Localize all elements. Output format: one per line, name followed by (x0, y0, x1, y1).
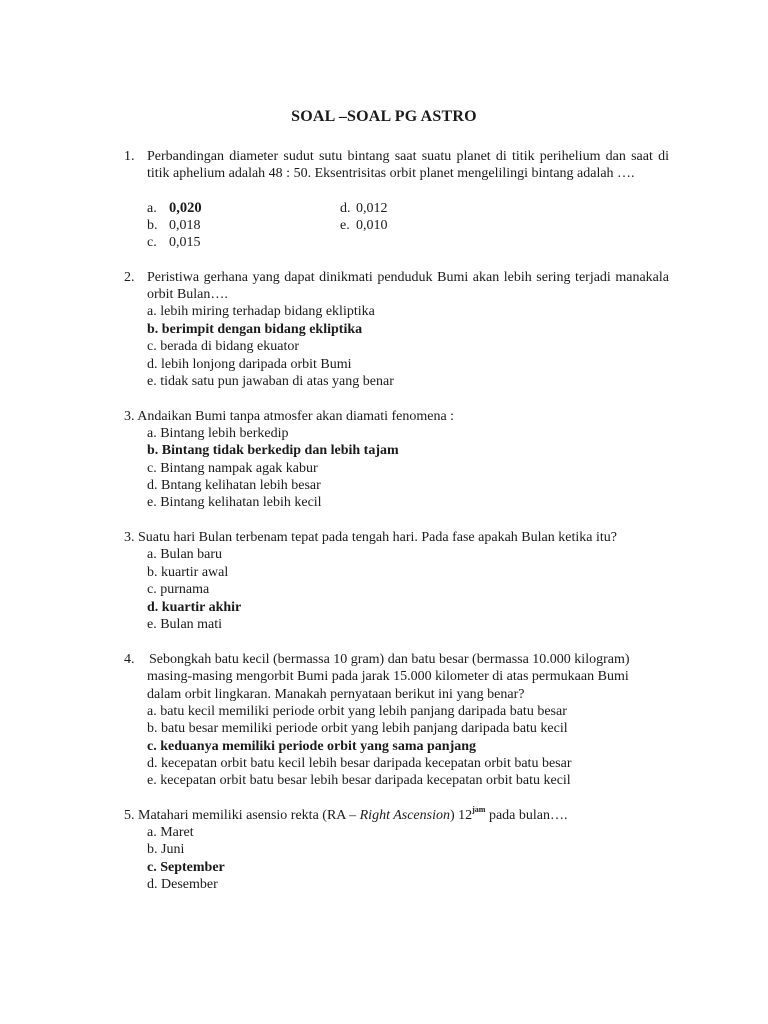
option-e: e. Bulan mati (147, 617, 223, 632)
question-stem: Peristiwa gerhana yang dapat dinikmati penduduk Bumi akan lebih sering terjadi manakala orbit Bulan…. (147, 270, 669, 303)
option-c: c. 0,015 (147, 235, 201, 250)
question-stem-line-2: masing-masing mengorbit Bumi pada jarak 15.000 kilometer di atas permukaan Bumi (147, 669, 629, 684)
option-d: d. kuartir akhir (147, 600, 242, 615)
option-b: b. berimpit dengan bidang ekliptika (147, 322, 363, 337)
option-a: a. Bintang lebih berkedip (147, 426, 289, 441)
option-c: c. keduanya memiliki periode orbit yang sama panjang (147, 739, 477, 754)
question-stem: 3. Andaikan Bumi tanpa atmosfer akan diamati fenomena : (124, 409, 455, 424)
option-c: c. berada di bidang ekuator (147, 339, 299, 354)
question-stem-line-1: Sebongkah batu kecil (bermassa 10 gram) dan batu besar (bermassa 10.000 kilogram) (149, 652, 630, 667)
question-stem: Perbandingan diameter sudut sutu bintang saat suatu planet di titik perihelium dan saat di titik aphelium adalah 48 : 50. Eksentrisitas orbit planet mengelilingi bintang adalah …. (147, 149, 669, 182)
question-stem: 3. Suatu hari Bulan terbenam tepat pada tengah hari. Pada fase apakah Bulan ketika itu? (124, 530, 617, 545)
option-e: e. 0,010 (340, 218, 388, 233)
option-c: c. purnama (147, 582, 210, 597)
option-d: d. Desember (147, 877, 218, 892)
option-e: e. Bintang kelihatan lebih kecil (147, 495, 322, 510)
page-title: SOAL –SOAL PG ASTRO (291, 108, 477, 125)
option-b: b. Juni (147, 842, 185, 857)
question-stem: 5. Matahari memiliki asensio rekta (RA – Right Ascension) $12^{jam}$ pada bulan…. (124, 805, 568, 823)
option-d: d. 0,012 (340, 201, 388, 216)
question-number: 2. (124, 270, 135, 285)
option-a: a. Bulan baru (147, 547, 223, 562)
option-e: e. tidak satu pun jawaban di atas yang benar (147, 374, 394, 389)
option-c: c. September (147, 860, 225, 875)
option-a: a. lebih miring terhadap bidang ekliptika (147, 304, 375, 319)
option-e: e. kecepatan orbit batu besar lebih besar daripada kecepatan orbit batu kecil (147, 773, 571, 788)
option-b: b. Bintang tidak berkedip dan lebih tajam (147, 443, 399, 458)
option-c: c. Bintang nampak agak kabur (147, 461, 318, 476)
option-b: b. 0,018 (147, 218, 201, 233)
question-number: 4. (124, 652, 135, 667)
option-d: d. kecepatan orbit batu kecil lebih besar daripada kecepatan orbit batu besar (147, 756, 572, 771)
option-a: a. 0,020 (147, 200, 202, 216)
option-d: d. Bntang kelihatan lebih besar (147, 478, 321, 493)
question-stem-line-3: dalam orbit lingkaran. Manakah pernyataan berikut ini yang benar? (147, 687, 525, 702)
option-b: b. batu besar memiliki periode orbit yang lebih panjang daripada batu kecil (147, 721, 568, 736)
option-d: d. lebih lonjong daripada orbit Bumi (147, 357, 352, 372)
option-b: b. kuartir awal (147, 565, 229, 580)
option-a: a. batu kecil memiliki periode orbit yang lebih panjang daripada batu besar (147, 704, 567, 719)
option-a: a. Maret (147, 825, 194, 840)
question-number: 1. (124, 149, 135, 164)
